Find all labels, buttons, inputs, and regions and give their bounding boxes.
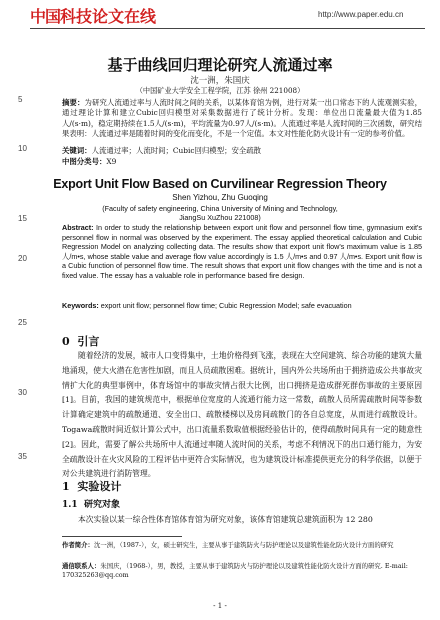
- abstract-cn-label: 摘要：: [62, 98, 85, 107]
- subsection-1-1-title: 研究对象: [83, 500, 120, 510]
- footnote-author-text: 沈一洲，（1987-），女，硕士研究生，主要从事于建筑防火与防护理论以及建筑性能化防火设计方面的研究: [93, 541, 394, 549]
- clc-number: [62, 157, 422, 167]
- keywords-en: [62, 301, 422, 311]
- section-1-paragraph: 本次实验以某一综合性体育馆体育馆为研究对象，该体育馆建筑总建筑面积为 12 280: [78, 515, 373, 524]
- line-number: 10: [18, 144, 27, 153]
- english-title: Export Unit Flow Based on Curvilinear Regression Theory: [53, 177, 387, 191]
- abstract-cn: [62, 98, 422, 140]
- logo-text-b: 科技论文在线: [60, 6, 157, 26]
- line-number: 20: [18, 254, 27, 263]
- section-0-paragraph: 随着经济的发展，城市人口变得集中，土地价格得到飞涨，表现在大空间建筑、综合功能的建筑大量地涌现，使大火潜在危害性加剧，而且人员疏散困难。据统计，国内外公共场所由于拥挤造成公共事故灾情扩大化的典型事例中，体育场馆中的事故灾情占很大比例，出口拥挤是造成群死群伤事故的主要原因[1]。目前，我国的建筑规范中，根据单位宽度的人流通行能力这一常数，疏散人员所需疏散时间等参数计算确定建筑中的疏散通道、安全出口、疏散楼梯以及房间疏散门的各自总宽度，从而进行疏散设计。Togawa疏散时间近似计算公式中，出口流量系数取值根据经验估计的，使得疏散时间具有一定的随意性[2]。因此，需要了解公共场所中人流通过率随人流时间的关系，考虑不利情况下的出口通行能力，为安全疏散设计在火灾风险的工程评估中更符合实际情况，也为建筑设计标准提供更充分的科学依据，以便于对公共建筑进行消防管理。: [62, 351, 422, 479]
- line-number: 35: [18, 452, 27, 461]
- line-number: 5: [18, 95, 23, 104]
- section-0-title: 引言: [77, 335, 100, 348]
- keywords-cn-text: 人流通过率；人流时间；Cubic回归模型；安全疏散: [91, 146, 262, 155]
- subsection-1-1-number: 1.1: [62, 500, 78, 510]
- footnote-contact-text: 朱国庆，（1968-），男，教授，主要从事于建筑防火与防护理论以及建筑性能化防火设计方面的研究. E-mail: 170325263@qq.com: [62, 562, 408, 579]
- keywords-en-text: export unit flow; personnel flow time; Cubic Regression Model; safe evacuation: [100, 301, 352, 310]
- clc-value: X9: [106, 157, 117, 166]
- abstract-en: [62, 223, 422, 281]
- abstract-cn-text: 为研究人流通过率与人流时间之间的关系，以某体育馆为例，进行对某一出口常态下的人流观测实验，通过理论计算和建立Cubic回归模型对采集数据进行了统计分析。发现：单位出口流量最大值为1.85人/(s·m)，稳定期持续在1.5人/(s·m)，平均流量为0.97人/(s·m)。人流通过率是人流时间的三次函数，研究结果表明：人流通过率是随着时间的变化而变化，不是一个定值。本文对性能化防火设计有一定的参考价值。: [62, 98, 422, 139]
- site-url[interactable]: http://www.paper.edu.cn: [318, 10, 404, 19]
- clc-label: 中图分类号：: [62, 157, 107, 166]
- section-1-heading: [62, 478, 121, 494]
- english-affiliation-line2: JiangSu XuZhou 221008): [179, 213, 261, 222]
- header-rule: [30, 28, 425, 29]
- footnote-contact-label: 通信联系人：: [62, 562, 101, 570]
- logo-text-a: 中国: [30, 6, 61, 26]
- keywords-cn: [62, 146, 422, 156]
- footnote-rule: [62, 536, 182, 537]
- line-number: 25: [18, 318, 27, 327]
- paper-title: 基于曲线回归理论研究人流通过率: [107, 56, 333, 74]
- paper-authors: 沈一洲，朱国庆: [190, 76, 250, 86]
- line-number: 30: [18, 388, 27, 397]
- section-1-title: 实验设计: [77, 480, 122, 493]
- section-0-number: 0: [62, 335, 70, 348]
- english-authors: Shen Yizhou, Zhu Guoqing: [172, 193, 268, 202]
- paper-affiliation: （中国矿业大学安全工程学院，江苏 徐州 221008）: [135, 86, 305, 95]
- footnote-contact: [62, 562, 422, 579]
- section-0-heading: [62, 333, 99, 349]
- subsection-1-1-heading: [62, 497, 120, 510]
- keywords-cn-label: 关键词：: [62, 146, 92, 155]
- footnote-author: [62, 541, 422, 550]
- page-number: - 1 -: [213, 602, 227, 610]
- footnote-author-label: 作者简介：: [62, 541, 94, 549]
- abstract-en-label: Abstract:: [62, 223, 94, 232]
- abstract-en-text: In order to study the relationship between export unit flow and personnel flow time, gymnasium exit's personnel flow in normal was observed by the experiment. The essay applied theoretical calculation and Cubic Regression Model on analyzing collecting data. The results show that export unit flow's maximum value is 1.85 人/m•s, whose stable value and average flow value accordingly is 1.5 人/m•s and 0.97 人/m•s. Export unit flow is a Cubic function of personnel flow time. The result shows that export unit flow changes with the time and is not a fixed value. The essay has a valuable role in performance based fire design.: [62, 223, 422, 280]
- section-1-number: 1: [62, 480, 70, 493]
- site-logo[interactable]: [30, 6, 156, 24]
- line-number: 15: [18, 214, 27, 223]
- english-affiliation-line1: (Faculty of safety engineering, China University of Mining and Technology,: [102, 204, 338, 213]
- keywords-en-label: Keywords:: [62, 301, 99, 310]
